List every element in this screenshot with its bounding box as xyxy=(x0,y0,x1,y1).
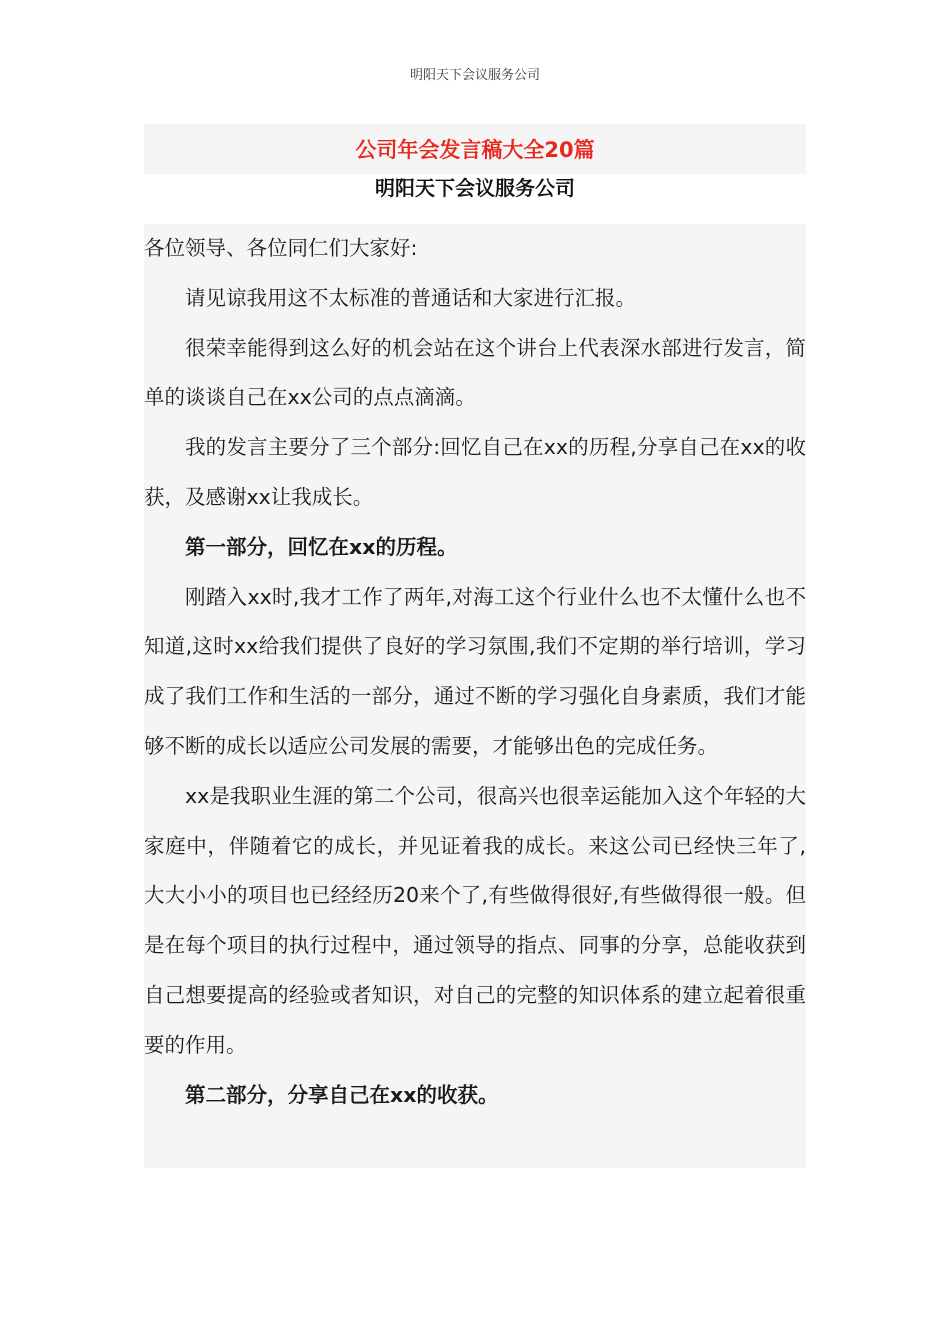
paragraph-greeting: 各位领导、各位同仁们大家好: xyxy=(144,236,418,260)
paragraph: 请见谅我用这不太标准的普通话和大家进行汇报。 xyxy=(185,285,636,310)
document-subtitle: 明阳天下会议服务公司 xyxy=(375,176,575,200)
paragraph: 刚踏入xx时,我才工作了两年,对海工这个行业什么也不太懂什么也不知道,这时xx给我们提供了良好的学习氛围,我们不定期的举行培训，学习成了我们工作和生活的一部分，通过不断的学习强化自身素质，我们才能够不断的成长以适应公司发展的需要，才能够出色的完成任务。 xyxy=(144,584,806,758)
paragraph: xx是我职业生涯的第二个公司，很高兴也很幸运能加入这个年轻的大家庭中，伴随着它的成长，并见证着我的成长。来这公司已经快三年了,大大小小的项目也已经经历20来个了,有些做得很好,有些做得很一般。但是在每个项目的执行过程中，通过领导的指点、同事的分享，总能收获到自己想要提高的经验或者知识，对自己的完整的知识体系的建立起着很重要的作用。 xyxy=(144,783,806,1057)
document-title: 公司年会发言稿大全20篇 xyxy=(355,138,595,162)
paragraph: 我的发言主要分了三个部分:回忆自己在xx的历程,分享自己在xx的收获，及感谢xx让我成长。 xyxy=(144,435,806,509)
running-header: 明阳天下会议服务公司 xyxy=(409,68,540,83)
paragraph: 很荣幸能得到这么好的机会站在这个讲台上代表深水部进行发言，简单的谈谈自己在xx公司的点点滴滴。 xyxy=(144,335,806,410)
section-heading: 第二部分，分享自己在xx的收获。 xyxy=(185,1082,499,1107)
document-body xyxy=(144,224,806,1120)
section-heading: 第一部分，回忆在xx的历程。 xyxy=(185,534,458,559)
